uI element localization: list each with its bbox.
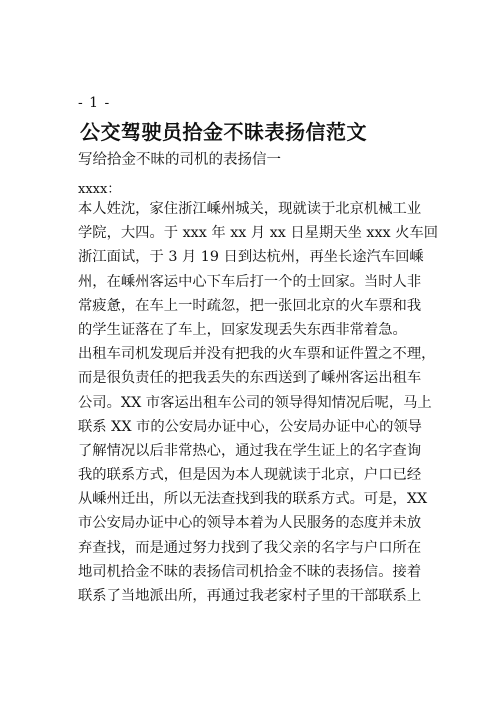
body-line: 我的联系方式，但是因为本人现就读于北京，户口已经 — [78, 467, 422, 484]
body-line: 公司。XX 市客运出租车公司的领导得知情况后呢，马上 — [78, 394, 432, 411]
body-line: 从嵊州迁出，所以无法查找到我的联系方式。可是，XX — [78, 491, 428, 508]
body-line: 浙江面试，于 3 月 19 日到达杭州，再坐长途汽车回嵊 — [78, 249, 424, 266]
body-line: 弃查找，而是通过努力找到了我父亲的名字与户口所在 — [78, 539, 422, 556]
body-line: 常疲惫，在车上一时疏忽，把一张回北京的火车票和我 — [78, 297, 422, 314]
body-line: 出租车司机发现后并没有把我的火车票和证件置之不理， — [78, 346, 436, 363]
document-title: 公交驾驶员拾金不昧表扬信范文 — [80, 120, 367, 144]
body-line: 而是很负责任的把我丢失的东西送到了嵊州客运出租车 — [78, 370, 422, 387]
body-line: 州，在嵊州客运中心下车后打一个的士回家。当时人非 — [78, 273, 422, 290]
body-line: 地司机拾金不昧的表扬信司机拾金不昧的表扬信。接着 — [78, 563, 422, 580]
body-line: 市公安局办证中心的领导本着为人民服务的态度并未放 — [78, 515, 422, 532]
body-line: 本人姓沈，家住浙江嵊州城关，现就读于北京机械工业 — [78, 201, 422, 217]
body-line: 联系 XX 市的公安局办证中心，公安局办证中心的领导 — [78, 418, 422, 435]
salutation: xxxx： — [78, 182, 121, 197]
body-line: 了解情况以后非常热心，通过我在学生证上的名字查询 — [78, 442, 422, 459]
body-line: 学院，大四。于 xxx 年 xx 月 xx 日星期天坐 xxx 火车回 — [78, 225, 439, 242]
body-line: 的学生证落在了车上，回家发现丢失东西非常着急。 — [78, 321, 407, 338]
document-subtitle: 写给拾金不昧的司机的表扬信一 — [78, 152, 281, 168]
body-line: 联系了当地派出所，再通过我老家村子里的干部联系上 — [78, 588, 422, 604]
page-number: - 1 - — [78, 95, 111, 111]
body-text — [78, 197, 439, 608]
